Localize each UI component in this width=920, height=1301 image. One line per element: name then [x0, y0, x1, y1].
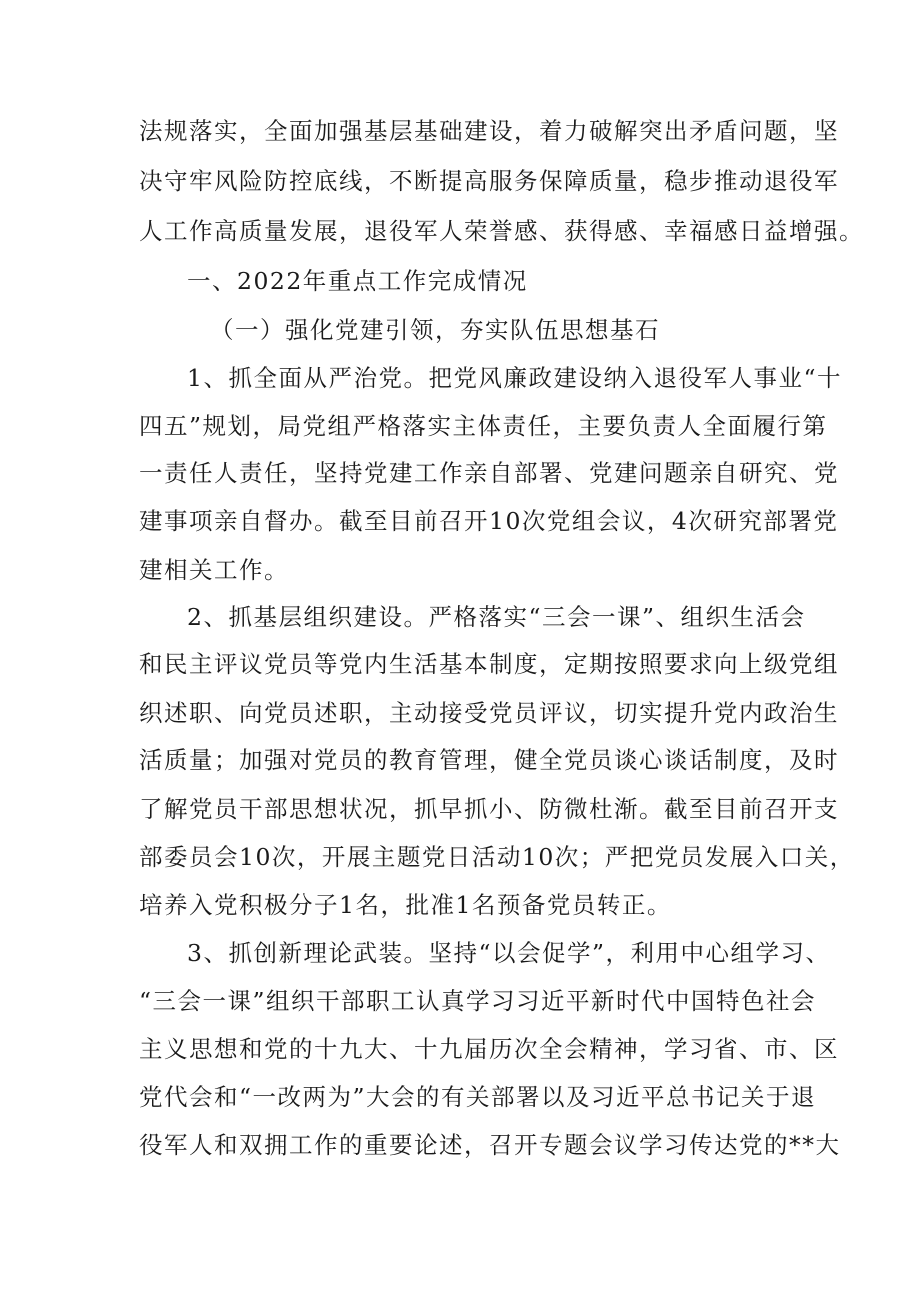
body-text-line: 党代会和“一改两为”大会的有关部署以及习近平总书记关于退	[139, 1083, 817, 1111]
body-text-line: 建相关工作。	[139, 556, 289, 584]
body-text-line: 一责任人责任，坚持党建工作亲自部署、党建问题亲自研究、党	[139, 459, 839, 487]
paragraph-start-line: 3、抓创新理论武装。坚持“以会促学”，利用中心组学习、	[187, 939, 831, 967]
body-text-line: 培养入党积极分子1名，批准1名预备党员转正。	[139, 891, 672, 919]
body-text-line: 建事项亲自督办。截至目前召开10次党组会议，4次研究部署党	[139, 507, 839, 535]
body-text-line: 人工作高质量发展，退役军人荣誉感、获得感、幸福感日益增强。	[139, 217, 864, 245]
body-text-line: 活质量；加强对党员的教育管理，健全党员谈心谈话制度，及时	[139, 746, 839, 774]
paragraph-start-line: 2、抓基层组织建设。严格落实“三会一课”、组织生活会	[187, 603, 806, 631]
body-text-line: 织述职、向党员述职，主动接受党员评议，切实提升党内政治生	[139, 699, 839, 727]
body-text-line: 了解党员干部思想状况，抓早抓小、防微杜渐。截至目前召开支	[139, 795, 839, 823]
body-text-line: 役军人和双拥工作的重要论述，召开专题会议学习传达党的**大	[139, 1131, 841, 1159]
body-text-line: 和民主评议党员等党内生活基本制度，定期按照要求向上级党组	[139, 650, 839, 678]
body-text-line: 法规落实，全面加强基层基础建设，着力破解突出矛盾问题，坚	[139, 117, 839, 145]
body-text-line: 主义思想和党的十九大、十九届历次全会精神，学习省、市、区	[139, 1035, 839, 1063]
body-text-line: 决守牢风险防控底线，不断提高服务保障质量，稳步推动退役军	[139, 167, 839, 195]
subsection-heading: （一）强化党建引领，夯实队伍思想基石	[210, 316, 660, 344]
body-text-line: 部委员会10次，开展主题党日活动10次；严把党员发展入口关，	[139, 843, 855, 871]
body-text-line: 四五”规划，局党组严格落实主体责任，主要负责人全面履行第	[139, 412, 828, 440]
section-heading: 一、2022年重点工作完成情况	[187, 267, 528, 295]
body-text-line: “三会一课”组织干部职工认真学习习近平新时代中国特色社会	[139, 987, 817, 1015]
paragraph-start-line: 1、抓全面从严治党。把党风廉政建设纳入退役军人事业“十	[187, 364, 842, 392]
